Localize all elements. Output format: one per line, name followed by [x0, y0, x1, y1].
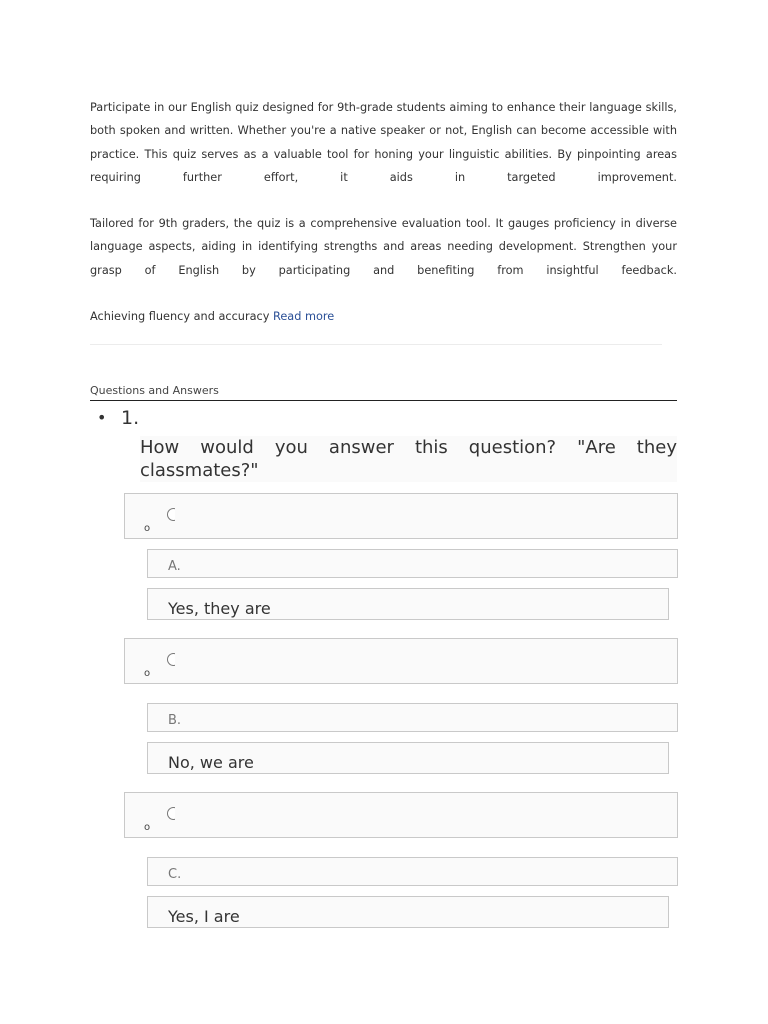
option-b-answer[interactable]: No, we are [147, 742, 669, 774]
intro-paragraph-2: Tailored for 9th graders, the quiz is a comprehensive evaluation tool. It gauges proficiency in diverse language aspects, aiding in identifying strengths and areas needing development. Strengthen your grasp of English by participating and benefiting from insightful feedback. [90, 217, 677, 277]
question-number: 1. [121, 407, 140, 429]
radio-button-icon[interactable] [167, 807, 180, 820]
option-marker: o [144, 523, 151, 534]
option-a-row[interactable] [124, 493, 678, 539]
intro-teaser-text: Achieving fluency and accuracy [90, 310, 270, 324]
question-text: How would you answer this question? "Are they classmates?" [140, 437, 677, 481]
option-marker: o [144, 822, 151, 833]
radio-button-icon[interactable] [167, 508, 180, 521]
option-c-row[interactable] [124, 792, 678, 838]
option-c-letter: C. [147, 857, 678, 886]
option-a-answer[interactable]: Yes, they are [147, 588, 669, 620]
qa-section-header [90, 383, 677, 401]
option-b-letter: B. [147, 703, 678, 732]
quiz-intro [90, 96, 677, 328]
question-bullet: • [97, 408, 107, 427]
option-marker: o [144, 668, 151, 679]
intro-paragraph-1: Participate in our English quiz designed for 9th-grade students aiming to enhance their language skills, both spoken and written. Whether you're a native speaker or not, English can become accessible with practice. This quiz serves as a valuable tool for honing your linguistic abilities. By pinpointing areas requiring further effort, it aids in targeted improvement. [90, 101, 677, 184]
option-b-row[interactable] [124, 638, 678, 684]
read-more-link[interactable]: Read more [273, 310, 335, 324]
option-c-answer[interactable]: Yes, I are [147, 896, 669, 928]
radio-button-icon[interactable] [167, 653, 180, 666]
divider [90, 344, 662, 345]
intro-teaser [90, 305, 677, 328]
option-a-letter: A. [147, 549, 678, 578]
qa-section-title: Questions and Answers [90, 384, 219, 397]
